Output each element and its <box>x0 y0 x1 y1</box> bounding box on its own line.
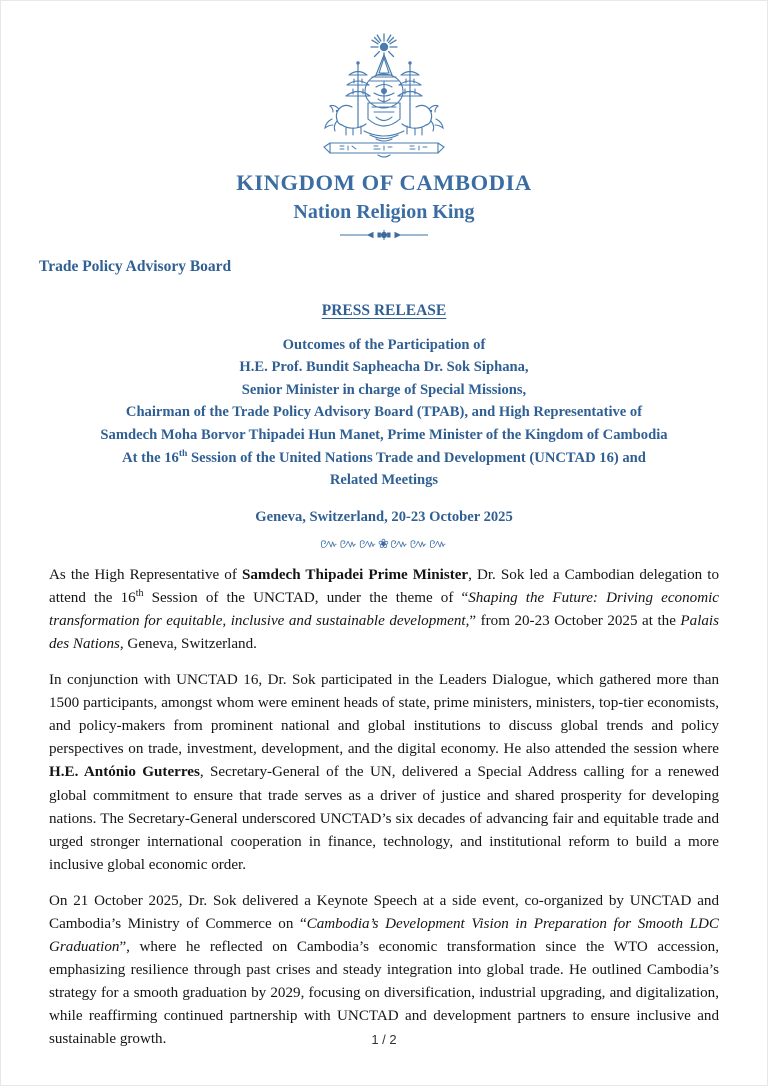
p3-quote-close: ” <box>119 938 127 955</box>
p1-palais-italic: Palais des Nations <box>49 612 719 653</box>
title-session-line <box>43 447 725 470</box>
p3-a: On 21 October 2025, Dr. Sok delivered a Keynote Speech at a side event, co-organized by UNCTAD and Cambodia’s Ministry of Commerce on <box>49 892 719 932</box>
p3-topic-italic: Cambodia’s Development Vision in Preparation for Smooth LDC Graduation <box>49 915 719 955</box>
title-line-4: Chairman of the Trade Policy Advisory Board (TPAB), and High Representative of <box>125 404 643 421</box>
p1-samdech-bold: Samdech Thipadei Prime Minister <box>241 566 469 583</box>
paragraph-1 <box>49 564 719 656</box>
p2-a: In conjunction with UNCTAD 16, Dr. Sok participated in the Leaders Dialogue, which gathered more than 1500 participants, amongst whom were eminent heads of state, prime ministers, ministers, top-tier economists, and policy-makers from prominent national and global institutions to discuss global trends and policy perspectives on trade, investment, development, and the digital economy. He also attended the session where <box>49 672 719 758</box>
press-release-heading: PRESS RELEASE <box>321 301 447 319</box>
title-line-2: H.E. Prof. Bundit Sapheacha Dr. Sok Siphana, <box>239 359 529 376</box>
p1-f: , Geneva, Switzerland. <box>119 636 257 653</box>
p1-quote-close: ” <box>469 612 477 629</box>
paragraph-2 <box>49 669 719 877</box>
title-line-1: Outcomes of the Participation of <box>282 336 486 353</box>
p1-c: , Dr. Sok led a Cambodian delegation to attend the 16 <box>49 566 719 606</box>
page-number-footer: 1 / 2 <box>371 1032 397 1047</box>
paragraph-3 <box>49 890 719 1052</box>
session-ordinal-suffix: th <box>178 447 188 459</box>
ornamental-divider-icon <box>1 228 767 242</box>
p1-e: from 20-23 October 2025 at the <box>476 612 681 629</box>
p1-ordinal-suffix: th <box>135 587 144 599</box>
title-block <box>1 334 767 492</box>
kingdom-title: KINGDOM OF CAMBODIA <box>236 170 532 195</box>
place-and-date: Geneva, Switzerland, 20-23 October 2025 <box>255 508 513 525</box>
session-suffix: Session of the United Nations Trade and Development (UNCTAD 16) and <box>187 449 646 466</box>
board-name: Trade Policy Advisory Board <box>39 257 232 275</box>
p1-d: Session of the UNCTAD, under the theme of <box>143 589 462 606</box>
body-text <box>1 564 767 1052</box>
p2-guterres-bold: H.E. António Guterres <box>49 764 200 781</box>
p3-b: , where he reflected on Cambodia’s economic transformation since the WTO accession, emphasizing resilience through past crises and steady integration into global trade. He outlined Cambodia’s strategy for a smooth graduation by 2029, focusing on diversification, industrial upgrading, and digitalization, while reaffirming continued partnership with UNCTAD and development partners to ensure inclusive and sustainable growth. <box>49 938 719 1048</box>
title-line-5: Samdech Moha Borvor Thipadei Hun Manet, Prime Minister of the Kingdom of Cambodia <box>100 426 668 443</box>
title-line-7: Related Meetings <box>329 472 439 489</box>
session-prefix: At the 16 <box>122 449 179 466</box>
p3-quote-open: “ <box>299 915 307 932</box>
p1-a: As the High Representative of <box>49 566 242 583</box>
nation-motto: Nation Religion King <box>293 200 475 223</box>
khmer-ornament-divider: ៚៚៚❀៚៚៚ <box>319 535 449 551</box>
p1-quote-open: “ <box>461 589 469 606</box>
royal-arms-of-cambodia-icon <box>318 31 450 159</box>
title-line-3: Senior Minister in charge of Special Missions, <box>241 381 527 398</box>
p2-c: , Secretary-General of the UN, delivered a Special Address calling for a renewed global commitment to ensure that trade serves as a driver of justice and shared prosperity for developing nations. The Secretary-General underscored UNCTAD’s six decades of advancing fair and equitable trade and urged stronger international cooperation in finance, technology, and institutional reform to build a more inclusive global economic order. <box>49 764 719 873</box>
emblem-container <box>1 1 767 164</box>
p1-theme-italic: Shaping the Future: Driving economic transformation for equitable, inclusive and sustainable development, <box>49 589 719 629</box>
